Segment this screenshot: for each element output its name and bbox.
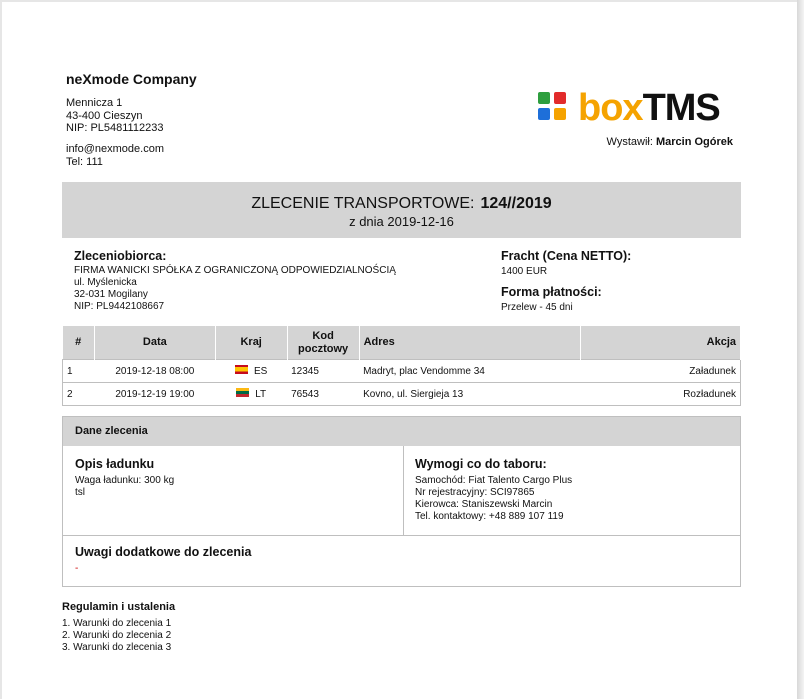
table-row — [63, 360, 741, 383]
cell-action: Załadunek — [581, 360, 741, 383]
page-edge-left — [0, 0, 2, 699]
issuer-label: Wystawił: — [606, 136, 653, 148]
fleet-line: Samochód: Fiat Talento Cargo Plus — [415, 475, 573, 486]
terms-item: 2. Warunki do zlecenia 2 — [62, 630, 172, 641]
order-details-header — [63, 417, 740, 446]
notes-value: - — [75, 563, 79, 574]
document-title — [62, 195, 741, 213]
logo-square-green — [538, 92, 550, 104]
load-details — [75, 475, 174, 499]
cell-action: Rozładunek — [581, 383, 741, 406]
boxtms-logo — [538, 87, 738, 129]
contractor-line: ul. Myślenicka — [74, 277, 137, 288]
logo-square-orange — [554, 108, 566, 120]
spain-flag-icon — [235, 365, 248, 374]
load-line: tsl — [75, 487, 85, 498]
address-line: NIP: PL5481112233 — [66, 122, 164, 134]
cell-no: 2 — [63, 383, 95, 406]
contractor-details — [74, 265, 396, 313]
freight-heading: Fracht (Cena NETTO): — [501, 249, 632, 263]
contractor-line: FIRMA WANICKI SPÓŁKA Z OGRANICZONĄ ODPOWIEDZIALNOŚCIĄ — [74, 265, 396, 276]
fleet-heading: Wymogi co do taboru: — [415, 457, 547, 471]
col-header-no: # — [63, 326, 95, 360]
logo-wordmark — [578, 86, 720, 130]
order-details-box — [62, 416, 741, 587]
logo-text-tms: TMS — [642, 87, 720, 129]
title-label: ZLECENIE TRANSPORTOWE: — [251, 195, 475, 212]
contractor-line: NIP: PL9442108667 — [74, 301, 165, 312]
payment-heading: Forma płatności: — [501, 285, 602, 299]
issuer — [560, 136, 733, 148]
page-edge-right — [797, 0, 804, 699]
cell-address: Kovno, ul. Siergieja 13 — [359, 383, 581, 406]
table-header-row — [63, 326, 741, 360]
address-line: Mennicza 1 — [66, 97, 123, 109]
cell-postal: 76543 — [287, 383, 359, 406]
fleet-line: Nr rejestracyjny: SCI97865 — [415, 487, 535, 498]
terms-list — [62, 618, 171, 654]
fleet-line: Kierowca: Staniszewski Marcin — [415, 499, 553, 510]
cell-date: 2019-12-19 19:00 — [94, 383, 215, 406]
fleet-line: Tel. kontaktowy: +48 889 107 119 — [415, 511, 564, 522]
address-line: 43-400 Cieszyn — [66, 109, 143, 122]
load-line: Waga ładunku: 300 kg — [75, 475, 175, 486]
contractor-line: 32-031 Mogilany — [74, 289, 148, 300]
lithuania-flag-icon — [236, 388, 249, 397]
issuer-name: Marcin Ogórek — [655, 136, 733, 148]
fleet-details — [415, 475, 572, 523]
col-header-action: Akcja — [581, 326, 741, 360]
load-heading: Opis ładunku — [75, 457, 155, 471]
terms-heading: Regulamin i ustalenia — [62, 601, 176, 613]
terms-item: 1. Warunki do zlecenia 1 — [62, 618, 172, 629]
contractor-heading: Zleceniobiorca: — [74, 249, 167, 263]
payment-value: Przelew - 45 dni — [501, 302, 573, 313]
order-number: 124//2019 — [480, 195, 552, 212]
freight-value: 1400 EUR — [501, 266, 548, 277]
cell-postal: 12345 — [287, 360, 359, 383]
company-contact — [66, 143, 164, 168]
logo-square-blue — [538, 108, 550, 120]
column-divider — [403, 446, 404, 535]
company-address — [66, 97, 163, 135]
col-header-date: Data — [94, 326, 215, 360]
company-phone: Tel: 111 — [66, 155, 103, 168]
country-code: LT — [255, 388, 267, 400]
cell-address: Madryt, plac Vendomme 34 — [359, 360, 581, 383]
cell-no: 1 — [63, 360, 95, 383]
company-email: info@nexmode.com — [66, 143, 164, 155]
terms-item: 3. Warunki do zlecenia 3 — [62, 642, 172, 653]
order-details-title: Dane zlecenia — [75, 425, 148, 437]
cell-country — [215, 360, 287, 383]
col-header-address: Adres — [359, 326, 581, 360]
notes-heading: Uwagi dodatkowe do zlecenia — [75, 545, 252, 559]
logo-text-box: box — [578, 87, 643, 129]
cell-country — [215, 383, 287, 406]
col-header-country: Kraj — [215, 326, 287, 360]
document-date: z dnia 2019-12-16 — [349, 214, 454, 229]
company-name: neXmode Company — [66, 71, 197, 87]
section-divider — [63, 535, 740, 536]
col-header-postal: Kod pocztowy — [287, 326, 359, 360]
table-row — [63, 383, 741, 406]
document-title-band — [62, 182, 741, 238]
logo-square-red — [554, 92, 566, 104]
page-edge-top — [0, 0, 804, 2]
cell-date: 2019-12-18 08:00 — [94, 360, 215, 383]
route-table — [62, 326, 741, 406]
country-code: ES — [254, 365, 268, 377]
